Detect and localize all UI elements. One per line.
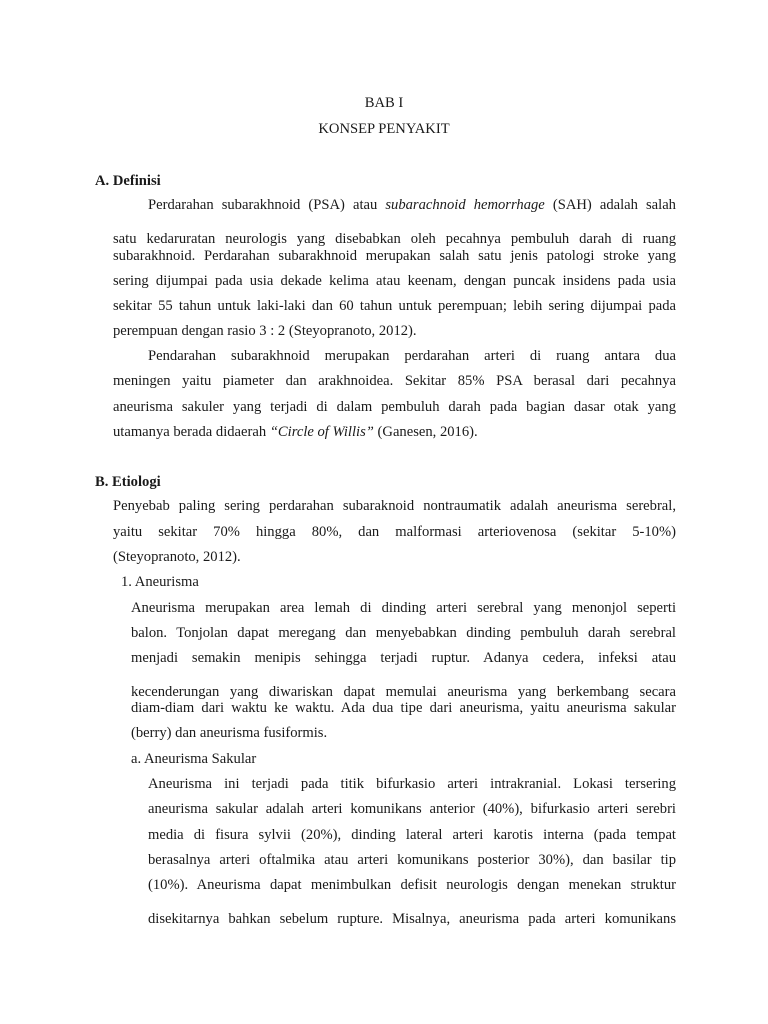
aneurisma-line6: (berry) dan aneurisma fusiformis. (131, 725, 328, 741)
definisi-p1-line4: sering dijumpai pada usia dekade kelima atau keenam, dengan puncak insidens pada usia (113, 273, 676, 289)
list-item-aneurisma-sakular-label: a. Aneurisma Sakular (131, 751, 257, 767)
aneurisma-line5: diam-diam dari waktu ke waktu. Ada dua tipe dari aneurisma, yaitu aneurisma sakular (131, 700, 676, 716)
definisi-p1-line5: sekitar 55 tahun untuk laki-laki dan 60 tahun untuk perempuan; lebih sering dijumpai pada (113, 298, 676, 314)
chapter-number: BAB I (364, 95, 404, 111)
list-item-aneurisma-label: 1. Aneurisma (121, 574, 199, 590)
etiologi-p1-line3: (Steyopranoto, 2012). (113, 549, 241, 565)
sakular-line5: (10%). Aneurisma dapat menimbulkan defisit neurologis dengan menekan struktur (148, 877, 676, 893)
chapter-title: KONSEP PENYAKIT (318, 121, 450, 137)
definisi-p1-line3: subarakhnoid. Perdarahan subarakhnoid merupakan salah satu jenis patologi stroke yang (113, 248, 676, 264)
sakular-line1: Aneurisma ini terjadi pada titik bifurkasio arteri intrakranial. Lokasi tersering (148, 776, 676, 792)
aneurisma-line3: menjadi semakin menipis sehingga terjadi ruptur. Adanya cedera, infeksi atau (131, 650, 676, 666)
sakular-line6: disekitarnya bahkan sebelum rupture. Misalnya, aneurisma pada arteri komunikans (148, 911, 676, 927)
definisi-p2-line4: utamanya berada didaerah “Circle of Willis” (Ganesen, 2016). (113, 424, 478, 440)
definisi-p2-line3: aneurisma sakuler yang terjadi di dalam pembuluh darah pada bagian dasar otak yang (113, 399, 676, 415)
aneurisma-line2: balon. Tonjolan dapat meregang dan menyebabkan dinding pembuluh darah serebral (131, 625, 676, 641)
aneurisma-line4: kecenderungan yang diwariskan dapat memulai aneurisma yang berkembang secara (131, 684, 676, 700)
sakular-line3: media di fisura sylvii (20%), dinding lateral arteri karotis interna (pada tempat (148, 827, 676, 843)
etiologi-p1-line2: yaitu sekitar 70% hingga 80%, dan malformasi arteriovenosa (sekitar 5-10%) (113, 524, 676, 540)
sakular-line2: aneurisma sakular adalah arteri komunikans anterior (40%), bifurkasio arteri serebri (148, 801, 676, 817)
section-b-title: B. Etiologi (95, 474, 161, 490)
section-a-title: A. Definisi (95, 173, 161, 189)
etiologi-p1-line1: Penyebab paling sering perdarahan subaraknoid nontraumatik adalah aneurisma serebral, (113, 498, 676, 514)
sakular-line4: berasalnya arteri oftalmika atau arteri komunikans posterior 30%), dan basilar tip (148, 852, 676, 868)
definisi-p1-line1: Perdarahan subarakhnoid (PSA) atau subarachnoid hemorrhage (SAH) adalah salah (148, 197, 676, 213)
definisi-p1-line2: satu kedaruratan neurologis yang disebabkan oleh pecahnya pembuluh darah di ruang (113, 231, 676, 247)
definisi-p2-line1: Pendarahan subarakhnoid merupakan perdarahan arteri di ruang antara dua (148, 348, 676, 364)
definisi-p2-line2: meningen yaitu piameter dan arakhnoidea. Sekitar 85% PSA berasal dari pecahnya (113, 373, 676, 389)
definisi-p1-line6: perempuan dengan rasio 3 : 2 (Steyopranoto, 2012). (113, 323, 417, 339)
aneurisma-line1: Aneurisma merupakan area lemah di dinding arteri serebral yang menonjol seperti (131, 600, 676, 616)
